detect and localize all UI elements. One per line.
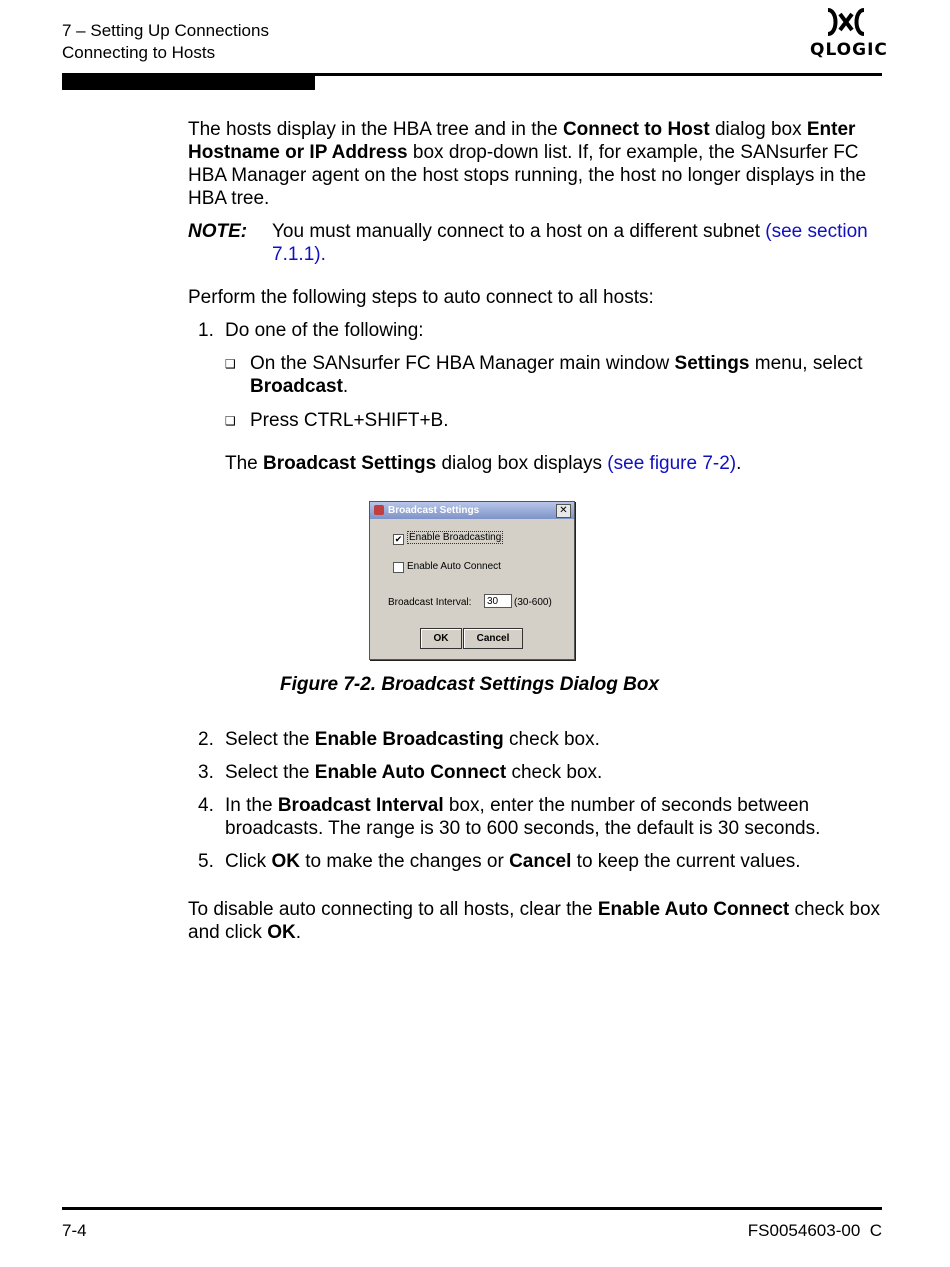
step-4-number: 4. [198, 795, 214, 816]
document-number: FS0054603-00 C [747, 1221, 882, 1240]
java-app-icon [374, 505, 384, 515]
footer-rule [62, 1207, 882, 1210]
note-link[interactable]: (see section 7.1.1) [272, 221, 868, 265]
perform-intro: Perform the following steps to auto connect to all hosts: [188, 287, 654, 308]
step-5-number: 5. [198, 851, 214, 872]
note-label: NOTE: [188, 221, 248, 242]
bullet-icon: ❑ [225, 414, 236, 428]
qlogic-mark-icon [824, 8, 868, 36]
page-number: 7-4 [62, 1221, 87, 1240]
dialog-titlebar [370, 502, 574, 519]
enable-broadcasting-checkbox[interactable]: ✔ [394, 534, 403, 544]
enable-broadcasting-label[interactable]: Enable Broadcasting [409, 532, 502, 543]
step-2-number: 2. [198, 729, 214, 750]
step-1-text: Do one of the following: [225, 320, 424, 341]
figure-link[interactable]: (see figure 7-2) [607, 453, 737, 474]
enable-auto-connect-label[interactable]: Enable Auto Connect [407, 561, 501, 572]
chapter-title: 7 – Setting Up Connections [62, 21, 269, 40]
closing-paragraph: To disable auto connecting to all hosts, clear the Enable Auto Connect check box and click OK. [188, 899, 881, 943]
broadcast-settings-dialog [369, 501, 575, 660]
step-3-number: 3. [198, 762, 214, 783]
ok-button[interactable]: OK [420, 628, 462, 649]
bullet-icon: ❑ [225, 357, 236, 371]
qlogic-logo [810, 8, 888, 60]
logo-text: QLOGIC [810, 40, 888, 60]
step-3-text: Select the Enable Auto Connect check box. [225, 762, 603, 783]
bullet-2-text: Press CTRL+SHIFT+B. [250, 410, 449, 431]
figure-caption: Figure 7-2. Broadcast Settings Dialog Box [280, 674, 660, 695]
intro-paragraph: The hosts display in the HBA tree and in the Connect to Host dialog box Enter Hostname or IP Address box drop-down list. If, for example, the SANsurfer FC HBA Manager agent on the host stops running, the host no longer displays in the HBA tree. [188, 119, 867, 209]
bullet-1-text: On the SANsurfer FC HBA Manager main window Settings menu, select Broadcast. [250, 353, 863, 397]
step-1-number: 1. [198, 320, 214, 341]
step-2-text: Select the Enable Broadcasting check box. [225, 729, 600, 750]
close-icon[interactable]: ✕ [556, 504, 571, 518]
section-title: Connecting to Hosts [62, 43, 216, 62]
dialog-title: Broadcast Settings [388, 505, 480, 516]
interval-input[interactable]: 30 [484, 594, 512, 608]
step-4-text: In the Broadcast Interval box, enter the number of seconds between broadcasts. The range is 30 to 600 seconds, the default is 30 seconds. [225, 795, 821, 839]
interval-range: (30-600) [514, 597, 552, 608]
step-5-text: Click OK to make the changes or Cancel to keep the current values. [225, 851, 801, 872]
note-text: You must manually connect to a host on a different subnet (see section 7.1.1). [272, 221, 868, 265]
enable-auto-connect-checkbox[interactable] [393, 562, 404, 573]
dialog-displays-text: The Broadcast Settings dialog box displays (see figure 7-2). [225, 453, 742, 474]
header-bar [62, 76, 315, 90]
cancel-button[interactable]: Cancel [463, 628, 523, 649]
interval-label: Broadcast Interval: [388, 597, 472, 608]
